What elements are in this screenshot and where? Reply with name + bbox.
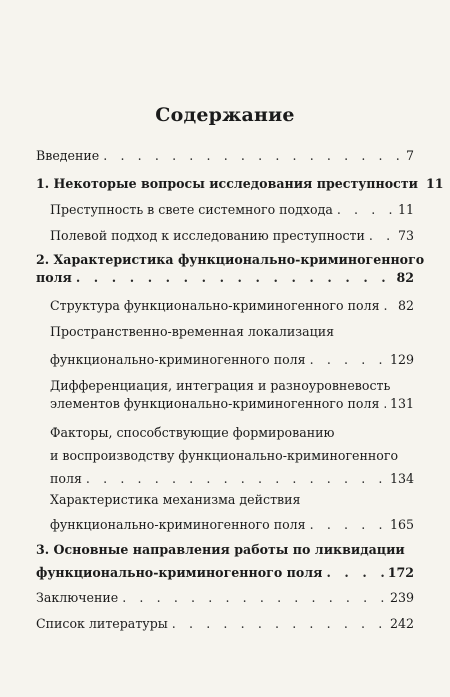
dot-leader xyxy=(310,352,386,367)
toc-entry-bibliography xyxy=(36,616,414,631)
toc-entry-text: Преступность в свете системного подхода xyxy=(50,202,333,217)
toc-entry-text: Факторы, способствующие формированию xyxy=(50,425,335,440)
toc-entry-section-2-2 xyxy=(50,324,414,367)
toc-entry-text: функционально-криминогенного поля xyxy=(36,565,323,580)
toc-entry-section-2-1 xyxy=(50,298,414,313)
toc-page-number: 73 xyxy=(397,228,414,243)
toc-entry-text: 2. Характеристика функционально-криминогенного xyxy=(36,252,425,267)
toc-entry-text: функционально-криминогенного поля xyxy=(50,517,306,532)
toc-entry-section-1-1 xyxy=(50,202,414,217)
toc-entry-text: Заключение xyxy=(36,590,119,605)
toc-entry-text: Характеристика механизма действия xyxy=(50,492,301,507)
dot-leader xyxy=(122,590,386,605)
toc-entry-text: Дифференциация, интеграция и разноуровневость xyxy=(50,378,391,393)
toc-page-number: 11 xyxy=(397,202,414,217)
toc-entry-chapter-3 xyxy=(36,542,414,580)
dot-leader xyxy=(310,517,386,532)
toc-entry-section-2-4 xyxy=(50,425,414,486)
toc-entry-text: функционально-криминогенного поля xyxy=(50,352,306,367)
toc-entry-conclusion xyxy=(36,590,414,605)
toc-entry-text: 1. Некоторые вопросы исследования преступности xyxy=(36,176,418,191)
toc-entry-section-1-2 xyxy=(50,228,414,243)
toc-page-number: 134 xyxy=(389,471,414,486)
toc-page-number: 82 xyxy=(397,298,414,313)
toc-entry-text: 3. Основные направления работы по ликвидации xyxy=(36,542,405,557)
dot-leader xyxy=(326,565,383,580)
dot-leader xyxy=(384,298,394,313)
toc-entry-text: поля xyxy=(50,471,82,486)
toc-page-number: 7 xyxy=(405,148,414,163)
toc-entry-text: Список литературы xyxy=(36,616,168,631)
toc-entry-text: поля xyxy=(36,270,72,285)
toc-entry-text: Полевой подход к исследованию преступности xyxy=(50,228,365,243)
page-title: Содержание xyxy=(155,104,295,126)
toc-entry-text: и воспроизводству функционально-криминогенного xyxy=(50,448,399,463)
toc-page-number: 131 xyxy=(389,396,414,411)
dot-leader xyxy=(337,202,394,217)
toc-entry-text: Введение xyxy=(36,148,100,163)
toc-entry-text: Структура функционально-криминогенного поля xyxy=(50,298,380,313)
toc-page-number: 129 xyxy=(389,352,414,367)
toc-entry-text: элементов функционально-криминогенного поля xyxy=(50,396,380,411)
dot-leader xyxy=(86,471,386,486)
toc-page-number: 242 xyxy=(389,616,414,631)
toc-entry-section-2-5 xyxy=(50,492,414,532)
dot-leader xyxy=(369,228,394,243)
toc-page-number: 239 xyxy=(389,590,414,605)
toc-entry-introduction xyxy=(36,148,414,163)
dot-leader xyxy=(103,148,402,163)
toc-entry-chapter-1 xyxy=(36,176,444,191)
dot-leader xyxy=(172,616,386,631)
toc-entry-text: Пространственно-временная локализация xyxy=(50,324,335,339)
toc-entry-section-2-3 xyxy=(50,378,414,411)
toc-page-number: 11 xyxy=(425,176,444,191)
toc-page-number: 172 xyxy=(387,565,414,580)
toc-page-number: 82 xyxy=(396,270,414,285)
toc-page-number: 165 xyxy=(389,517,414,532)
toc-entry-chapter-2 xyxy=(36,252,425,285)
dot-leader xyxy=(383,396,386,411)
dot-leader xyxy=(76,270,393,285)
